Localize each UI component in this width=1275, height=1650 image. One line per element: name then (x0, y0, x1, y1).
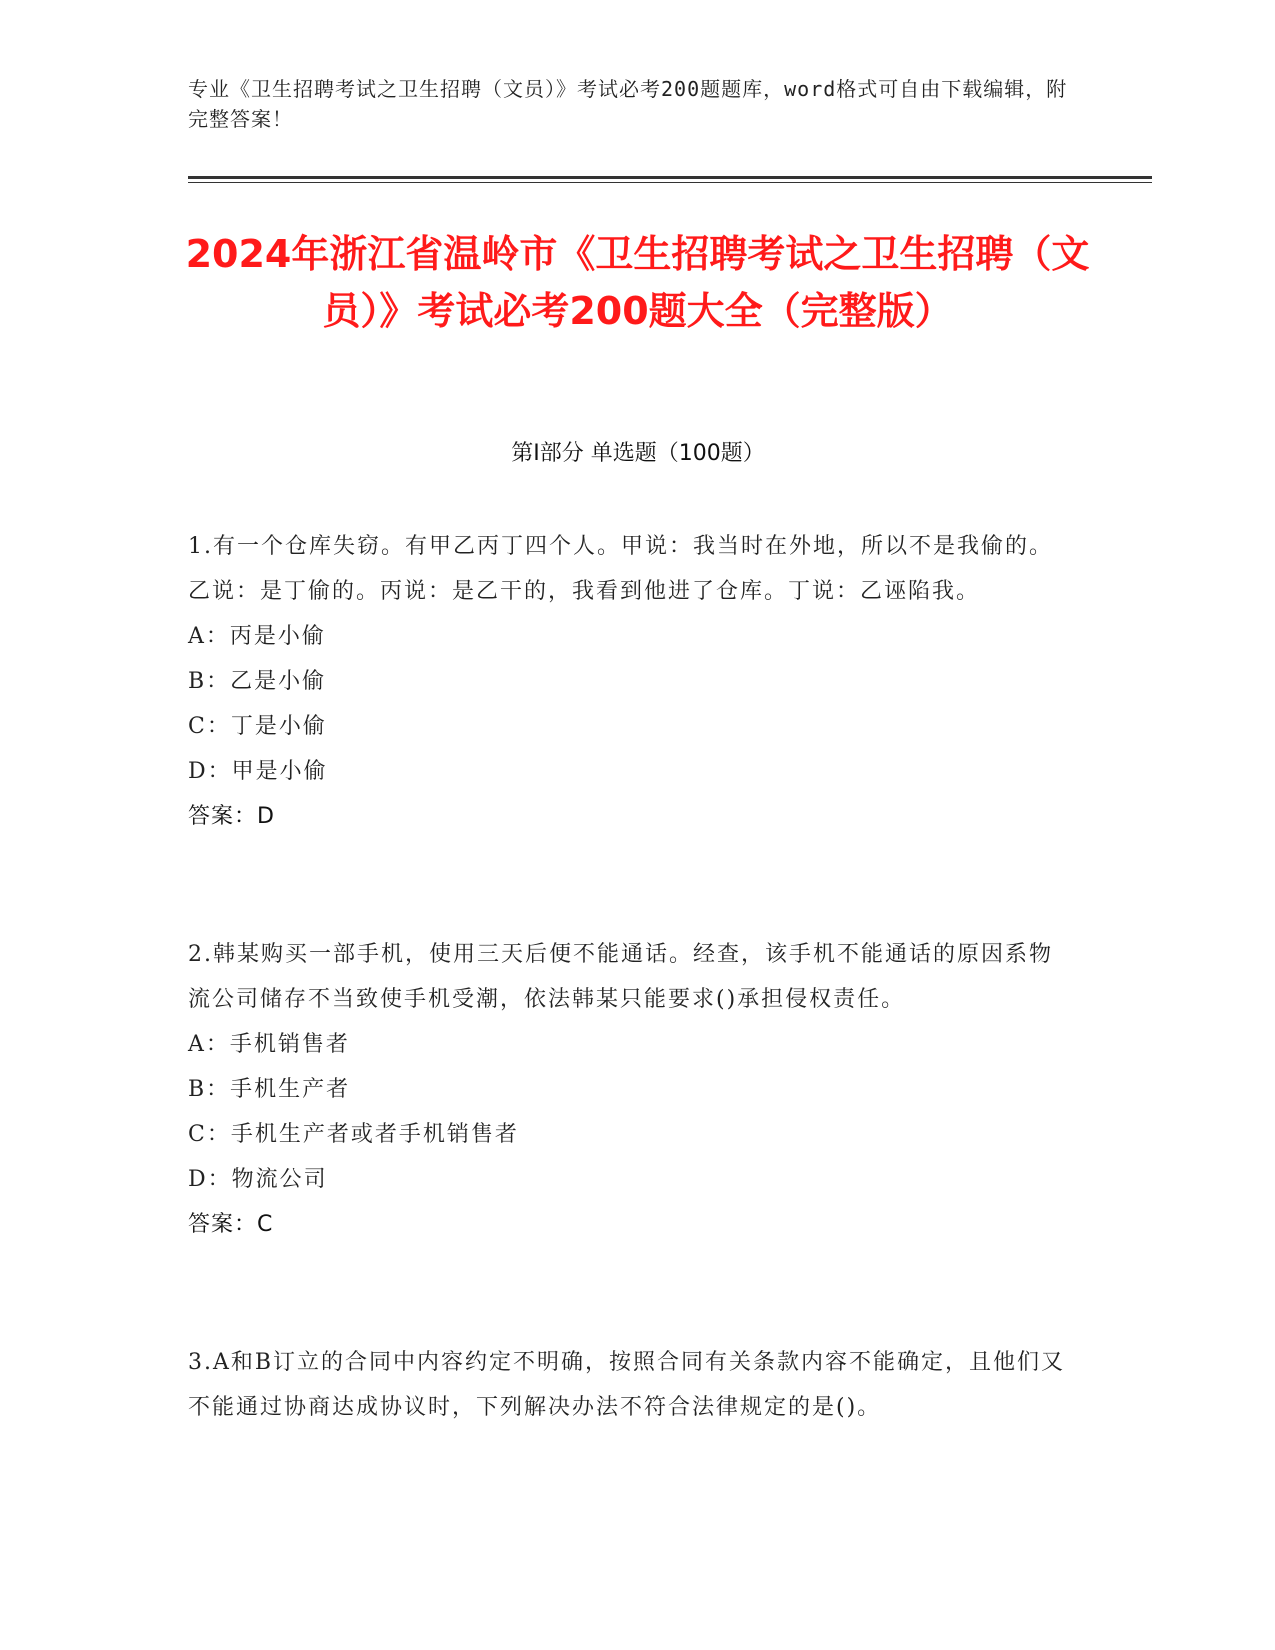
section-title: 第I部分 单选题（100题） (511, 441, 765, 466)
option-a: A：丙是小偷 (188, 624, 326, 649)
option-b: B：乙是小偷 (188, 669, 327, 694)
question-stem: 2.韩某购买一部手机，使用三天后便不能通话。经查，该手机不能通话的原因系物流公司储存不当致使手机受潮，依法韩某只能要求()承担侵权责任。 (188, 942, 1053, 1012)
option-a: A：手机销售者 (188, 1032, 350, 1057)
header-divider (188, 176, 1152, 179)
option-d: D：物流公司 (188, 1167, 328, 1192)
question-2 (188, 932, 1068, 1247)
option-b: B：手机生产者 (188, 1077, 351, 1102)
question-3 (188, 1340, 1068, 1430)
option-c: C：丁是小偷 (188, 714, 327, 739)
answer: 答案：D (188, 804, 275, 829)
question-stem: 1.有一个仓库失窃。有甲乙丙丁四个人。甲说：我当时在外地，所以不是我偷的。乙说：是丁偷的。丙说：是乙干的，我看到他进了仓库。丁说：乙诬陷我。 (188, 534, 1053, 604)
option-d: D：甲是小偷 (188, 759, 328, 784)
question-stem: 3.A和B订立的合同中内容约定不明确，按照合同有关条款内容不能确定，且他们又不能通过协商达成协议时，下列解决办法不符合法律规定的是()。 (188, 1350, 1066, 1420)
answer: 答案：C (188, 1212, 274, 1237)
header-note: 专业《卫生招聘考试之卫生招聘（文员）》考试必考200题题库，word格式可自由下载编辑，附完整答案！ (188, 77, 1068, 131)
document-title: 2024年浙江省温岭市《卫生招聘考试之卫生招聘（文员）》考试必考200题大全（完整版） (185, 232, 1090, 333)
header-divider-thin (188, 182, 1152, 183)
question-1 (188, 524, 1068, 839)
option-c: C：手机生产者或者手机销售者 (188, 1122, 519, 1147)
